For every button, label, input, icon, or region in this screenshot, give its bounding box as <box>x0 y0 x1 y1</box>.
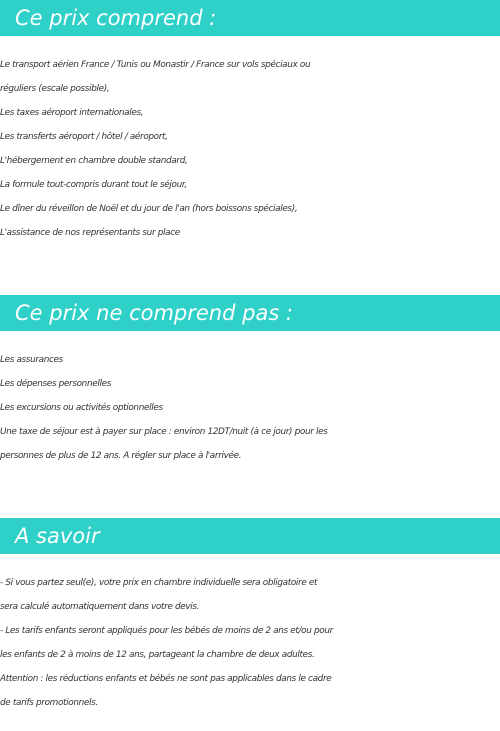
good-to-know-list <box>0 571 500 715</box>
list-item: - Si vous partez seul(e), votre prix en chambre individuelle sera obligatoire et <box>0 578 318 588</box>
list-item: Le dîner du réveillon de Noël et du jour de l'an (hors boissons spéciales), <box>0 204 298 214</box>
list-item: les enfants de 2 à moins de 12 ans, partageant la chambre de deux adultes. <box>0 650 315 660</box>
list-item: La formule tout-compris durant tout le séjour, <box>0 180 187 190</box>
section-heading-bar <box>0 295 500 331</box>
section-heading-bar <box>0 0 500 36</box>
list-item: Les taxes aéroport internationales, <box>0 108 144 118</box>
list-item: Les transferts aéroport / hôtel / aéroport, <box>0 132 168 142</box>
not-included-list <box>0 348 500 468</box>
list-item: Les excursions ou activités optionnelles <box>0 403 163 413</box>
list-item: Le transport aérien France / Tunis ou Monastir / France sur vols spéciaux ou <box>0 60 311 70</box>
list-item: sera calculé automatiquement dans votre devis. <box>0 602 200 612</box>
list-item: Les assurances <box>0 355 63 365</box>
section-title: A savoir <box>15 524 100 548</box>
list-item: de tarifs promotionnels. <box>0 698 98 708</box>
list-item: Les dépenses personnelles <box>0 379 111 389</box>
list-item: L'hébergement en chambre double standard, <box>0 156 188 166</box>
list-item: réguliers (escale possible), <box>0 84 110 94</box>
list-item: Attention : les réductions enfants et bébés ne sont pas applicables dans le cadre <box>0 674 332 684</box>
section-heading-bar <box>0 518 500 554</box>
included-list <box>0 53 500 245</box>
list-item: L'assistance de nos représentants sur place <box>0 228 180 238</box>
section-title: Ce prix comprend : <box>15 6 217 30</box>
list-item: personnes de plus de 12 ans. A régler sur place à l'arrivée. <box>0 451 242 461</box>
section-title: Ce prix ne comprend pas : <box>15 301 294 325</box>
list-item: - Les tarifs enfants seront appliqués pour les bébés de moins de 2 ans et/ou pour <box>0 626 333 636</box>
list-item: Une taxe de séjour est à payer sur place : environ 12DT/nuit (à ce jour) pour les <box>0 427 328 437</box>
